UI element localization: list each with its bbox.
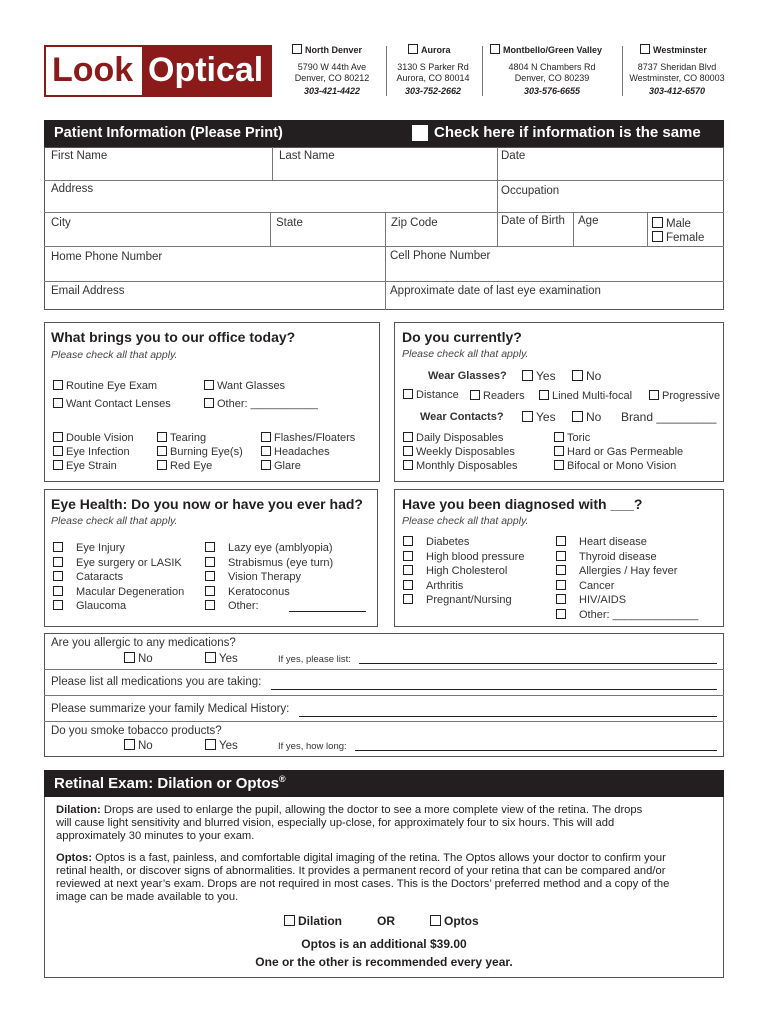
checkbox[interactable] xyxy=(53,542,63,552)
eye-strain-option[interactable]: Eye Strain xyxy=(53,460,117,472)
logo-word-optical: Optical xyxy=(148,51,264,89)
medications-label: Please list all medications you are taking: xyxy=(51,676,262,688)
checkbox[interactable] xyxy=(403,565,413,575)
checkbox[interactable] xyxy=(53,571,63,581)
checkbox[interactable] xyxy=(403,432,413,442)
brand-field[interactable]: Brand _________ xyxy=(621,410,717,424)
family-history-line[interactable] xyxy=(299,716,717,717)
location-westminster[interactable]: Westminster 8737 Sheridan Blvd Westminster, CO 80003 303-412-6570 xyxy=(629,45,725,96)
tearing-option[interactable]: Tearing xyxy=(157,432,206,444)
eye-health-list-1: Eye Injury Eye surgery or LASIK Cataracts Macular Degeneration Glaucoma xyxy=(53,542,184,615)
zip-field[interactable]: Zip Code xyxy=(391,217,438,229)
headaches-option[interactable]: Headaches xyxy=(261,446,330,458)
checkbox[interactable] xyxy=(261,432,271,442)
checkbox[interactable] xyxy=(261,446,271,456)
eye-health-subtitle: Please check all that apply. xyxy=(51,515,178,527)
checkbox[interactable] xyxy=(556,551,566,561)
checkbox[interactable] xyxy=(403,551,413,561)
checkbox[interactable] xyxy=(430,915,441,926)
location-divider xyxy=(386,46,387,96)
or-label: OR xyxy=(377,914,395,928)
checkbox[interactable] xyxy=(470,390,480,400)
red-eye-option[interactable]: Red Eye xyxy=(157,460,212,472)
checkbox[interactable] xyxy=(124,739,135,750)
location-aurora[interactable]: Aurora 3130 S Parker Rd Aurora, CO 80014 303-752-2662 xyxy=(396,45,470,96)
contacts-yes-option[interactable]: Yes xyxy=(522,410,556,424)
checkbox[interactable] xyxy=(205,557,215,567)
checkbox[interactable] xyxy=(292,44,302,54)
checkbox[interactable] xyxy=(205,739,216,750)
checkbox[interactable] xyxy=(205,542,215,552)
checkbox[interactable] xyxy=(204,398,214,408)
currently-title: Do you currently? xyxy=(402,329,522,345)
double-vision-option[interactable]: Double Vision xyxy=(53,432,134,444)
wear-contacts-label: Wear Contacts? xyxy=(420,411,504,423)
contacts-no-option[interactable]: No xyxy=(572,410,601,424)
medications-line[interactable] xyxy=(271,689,717,690)
recommendation: One or the other is recommended every year. xyxy=(255,955,513,969)
dilation-choice[interactable]: Dilation xyxy=(284,914,342,928)
burning-eyes-option[interactable]: Burning Eye(s) xyxy=(157,446,243,458)
checkbox[interactable] xyxy=(554,432,564,442)
glasses-no-option[interactable]: No xyxy=(572,369,601,383)
checkbox[interactable] xyxy=(408,44,418,54)
glare-option[interactable]: Glare xyxy=(261,460,301,472)
checkbox[interactable] xyxy=(205,586,215,596)
logo-optical xyxy=(142,47,270,95)
family-history-label: Please summarize your family Medical History: xyxy=(51,703,290,715)
allergic-question: Are you allergic to any medications? xyxy=(51,637,236,649)
checkbox[interactable] xyxy=(652,231,663,242)
distance-option[interactable]: Distance xyxy=(403,389,459,401)
checkbox[interactable] xyxy=(403,389,413,399)
patient-info-title: Patient Information (Please Print) xyxy=(54,125,283,141)
patient-info-grid xyxy=(44,147,724,310)
checkbox[interactable] xyxy=(403,446,413,456)
checkbox[interactable] xyxy=(53,380,63,390)
checkbox[interactable] xyxy=(53,586,63,596)
date-field[interactable]: Date xyxy=(501,150,526,162)
logo-look xyxy=(46,47,142,95)
allergic-yes-option[interactable]: Yes xyxy=(205,652,238,665)
last-name-field[interactable]: Last Name xyxy=(279,150,335,162)
checkbox[interactable] xyxy=(53,600,63,610)
optos-choice[interactable]: Optos xyxy=(430,914,479,928)
daily-disposables-option[interactable]: Daily Disposables xyxy=(403,432,503,444)
retinal-title: Retinal Exam: Dilation or Optos® xyxy=(54,774,286,792)
checkbox[interactable] xyxy=(205,571,215,581)
eye-health-other-line[interactable] xyxy=(289,611,366,612)
checkbox[interactable] xyxy=(554,446,564,456)
want-glasses-option[interactable]: Want Glasses xyxy=(204,380,285,392)
diagnosed-subtitle: Please check all that apply. xyxy=(402,515,529,527)
diagnosed-list-2: Heart disease Thyroid disease Allergies / Hay fever Cancer HIV/AIDS Other: ______________ xyxy=(556,536,698,623)
checkbox[interactable] xyxy=(556,565,566,575)
smoke-no-option[interactable]: No xyxy=(124,739,153,752)
location-montbello[interactable]: Montbello/Green Valley 4804 N Chambers Rd Denver, CO 80239 303-576-6655 xyxy=(484,44,620,100)
other-option[interactable]: Other: ___________ xyxy=(204,398,318,410)
diagnosed-list-1: Diabetes High blood pressure High Cholesterol Arthritis Pregnant/Nursing xyxy=(403,536,524,609)
bifocal-mono-option[interactable]: Bifocal or Mono Vision xyxy=(554,460,676,472)
address-field[interactable]: Address xyxy=(51,183,94,195)
monthly-disposables-option[interactable]: Monthly Disposables xyxy=(403,460,518,472)
home-phone-field[interactable]: Home Phone Number xyxy=(51,251,163,263)
checkbox[interactable] xyxy=(490,44,500,54)
currently-section xyxy=(394,322,724,482)
dob-field[interactable]: Date of Birth xyxy=(501,215,565,227)
city-field[interactable]: City xyxy=(51,217,71,229)
checkbox[interactable] xyxy=(652,217,663,228)
checkbox[interactable] xyxy=(640,44,650,54)
currently-subtitle: Please check all that apply. xyxy=(402,348,529,360)
email-field[interactable]: Email Address xyxy=(51,285,125,297)
smoke-question: Do you smoke tobacco products? xyxy=(51,725,222,737)
toric-option[interactable]: Toric xyxy=(554,432,590,444)
smoke-length-line[interactable] xyxy=(355,750,717,751)
diagnosed-title: Have you been diagnosed with ___? xyxy=(402,496,643,512)
occupation-field[interactable]: Occupation xyxy=(501,185,560,197)
checkbox[interactable] xyxy=(403,580,413,590)
checkbox[interactable] xyxy=(261,460,271,470)
checkbox[interactable] xyxy=(556,580,566,590)
wear-glasses-label: Wear Glasses? xyxy=(428,370,507,382)
dilation-paragraph: Dilation: Drops are used to enlarge the pupil, allowing the doctor to see a more complete view of the retina. The drops will cause light sensitivity and blurred vision, especially up-close, for approximately four to six hours. This will add approximately 30 minutes to your exam. xyxy=(56,804,643,842)
checkbox[interactable] xyxy=(284,915,295,926)
last-exam-field[interactable]: Approximate date of last eye examination xyxy=(390,285,601,297)
same-info-checkbox[interactable] xyxy=(412,125,428,141)
female-option[interactable]: Female xyxy=(652,231,704,244)
age-field[interactable]: Age xyxy=(578,215,599,227)
first-name-field[interactable]: First Name xyxy=(51,150,108,162)
checkbox[interactable] xyxy=(53,557,63,567)
optos-price: Optos is an additional $39.00 xyxy=(301,937,467,951)
checkbox[interactable] xyxy=(53,398,63,408)
checkbox[interactable] xyxy=(403,536,413,546)
checkbox[interactable] xyxy=(522,411,533,422)
smoke-length-label: If yes, how long: xyxy=(278,741,347,752)
logo xyxy=(44,45,272,97)
checkbox[interactable] xyxy=(205,652,216,663)
allergic-list-label: If yes, please list: xyxy=(278,654,351,665)
male-option[interactable]: Male xyxy=(652,217,691,230)
checkbox[interactable] xyxy=(157,432,167,442)
checkbox[interactable] xyxy=(522,370,533,381)
lined-multifocal-option[interactable]: Lined Multi-focal xyxy=(539,390,632,402)
eye-health-title: Eye Health: Do you now or have you ever had? xyxy=(51,496,363,512)
state-field[interactable]: State xyxy=(276,217,303,229)
eye-health-list-2: Lazy eye (amblyopia) Strabismus (eye turn) Vision Therapy Keratoconus Other: xyxy=(205,542,333,615)
checkbox[interactable] xyxy=(556,594,566,604)
checkbox[interactable] xyxy=(572,411,583,422)
checkbox[interactable] xyxy=(649,390,659,400)
progressive-option[interactable]: Progressive xyxy=(649,390,720,402)
same-info-label: Check here if information is the same xyxy=(434,124,701,141)
optos-paragraph: Optos: Optos is a fast, painless, and comfortable digital imaging of the retina. The Optos allows your doctor to confirm your retinal health, or discover signs of abnormalities. It provides a permanent record of your retina that can be compared and/or reviewed at next year’s exam. Drops are not required in most cases. This is the Doctors’ preferred method and a copy of the image can be made available to you. xyxy=(56,852,670,903)
readers-option[interactable]: Readers xyxy=(470,390,525,402)
checkbox[interactable] xyxy=(572,370,583,381)
checkbox[interactable] xyxy=(554,460,564,470)
checkbox[interactable] xyxy=(403,460,413,470)
patient-info-header xyxy=(44,120,724,147)
want-contacts-option[interactable]: Want Contact Lenses xyxy=(53,398,171,410)
checkbox[interactable] xyxy=(403,594,413,604)
checkbox[interactable] xyxy=(204,380,214,390)
checkbox[interactable] xyxy=(556,536,566,546)
location-divider xyxy=(482,46,483,96)
allergic-list-line[interactable] xyxy=(359,663,717,664)
location-north-denver[interactable]: North Denver 5790 W 44th Ave Denver, CO 80212 303-421-4422 xyxy=(282,44,382,100)
checkbox[interactable] xyxy=(124,652,135,663)
checkbox[interactable] xyxy=(53,432,63,442)
allergic-no-option[interactable]: No xyxy=(124,652,153,665)
glasses-yes-option[interactable]: Yes xyxy=(522,369,556,383)
location-divider xyxy=(622,46,623,96)
checkbox[interactable] xyxy=(205,600,215,610)
checkbox[interactable] xyxy=(539,390,549,400)
retinal-header xyxy=(44,770,724,797)
brings-title: What brings you to our office today? xyxy=(51,329,296,345)
eye-infection-option[interactable]: Eye Infection xyxy=(53,446,130,458)
brings-subtitle: Please check all that apply. xyxy=(51,349,178,361)
checkbox[interactable] xyxy=(157,446,167,456)
checkbox[interactable] xyxy=(157,460,167,470)
hard-gas-permeable-option[interactable]: Hard or Gas Permeable xyxy=(554,446,683,458)
checkbox[interactable] xyxy=(53,460,63,470)
smoke-yes-option[interactable]: Yes xyxy=(205,739,238,752)
cell-phone-field[interactable]: Cell Phone Number xyxy=(390,250,491,262)
weekly-disposables-option[interactable]: Weekly Disposables xyxy=(403,446,515,458)
routine-exam-option[interactable]: Routine Eye Exam xyxy=(53,380,157,392)
checkbox[interactable] xyxy=(53,446,63,456)
flashes-floaters-option[interactable]: Flashes/Floaters xyxy=(261,432,355,444)
logo-word-look: Look xyxy=(52,51,134,89)
checkbox[interactable] xyxy=(556,609,566,619)
